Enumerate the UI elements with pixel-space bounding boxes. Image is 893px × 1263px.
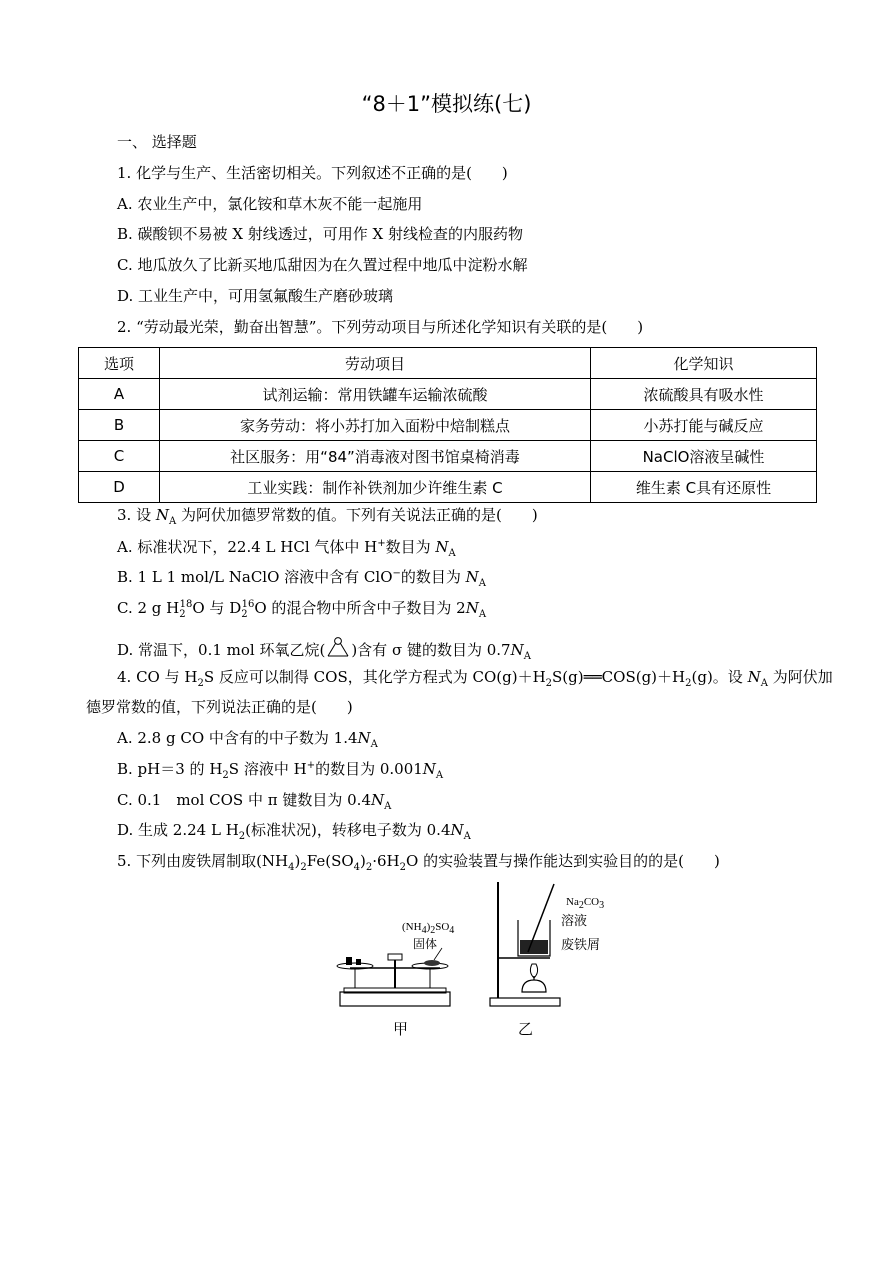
q4-stem-line2: 德罗常数的值，下列说法正确的是( )	[86, 698, 353, 716]
heating-beaker-apparatus-figure	[488, 880, 568, 1010]
q1-option-a: A. 农业生产中，氯化铵和草木灰不能一起施用	[117, 195, 423, 213]
q3-stem: 3. 设 $N_A$ 为阿伏加德罗常数的值。下列有关说法正确的是( )	[117, 506, 538, 527]
table-row	[79, 379, 817, 410]
cell-option: C	[79, 441, 160, 472]
balance-apparatus-figure	[330, 940, 460, 1010]
page-title: “8＋1”模拟练(七)	[361, 92, 532, 116]
ethylene-oxide-structure-icon	[325, 636, 351, 658]
q4-stem-line1: 4. CO 与 $H_2S$ 反应可以制得 COS，其化学方程式为 $CO(g)+H_2S(g)══COS(g)+H_2(g)$。设 $N_A$ 为阿伏加	[117, 668, 833, 689]
cell-knowledge: 维生素 C具有还原性	[591, 472, 817, 503]
table-header-row	[79, 348, 817, 379]
cell-labor: 社区服务：用“84”消毒液对图书馆桌椅消毒	[160, 441, 591, 472]
header-knowledge: 化学知识	[591, 348, 817, 379]
cell-option: A	[79, 379, 160, 410]
q1-option-b: B. 碳酸钡不易被 X 射线透过，可用作 X 射线检查的内服药物	[117, 225, 523, 243]
table-row	[79, 410, 817, 441]
q4-option-a: A. 2.8 g CO 中含有的中子数为 $1.4N_A$	[117, 729, 378, 750]
q5-stem: 5. 下列由废铁屑制取$(NH_4)_2Fe(SO_4)_2\cdot 6H_2O$ 的实验装置与操作能达到实验目的的是( )	[117, 852, 720, 873]
cell-labor: 工业实践：制作补铁剂加少许维生素 C	[160, 472, 591, 503]
header-labor: 劳动项目	[160, 348, 591, 379]
cell-labor: 试剂运输：常用铁罐车运输浓硫酸	[160, 379, 591, 410]
q3-option-c: C. 2 g $H_2^{18}O$ 与 $D_2^{16}O$ 的混合物中所含中子数目为 $2N_A$	[117, 599, 487, 620]
cell-option: D	[79, 472, 160, 503]
q4-option-c: C. 0.1 mol COS 中 π 键数目为 $0.4N_A$	[117, 791, 392, 812]
q4-option-d: D. 生成 2.24 L $H_2$(标准状况)，转移电子数为 $0.4N_A$	[117, 821, 471, 842]
header-option: 选项	[79, 348, 160, 379]
q1-stem: 1. 化学与生产、生活密切相关。下列叙述不正确的是( )	[117, 164, 508, 182]
iron-scrap-label: 废铁屑	[561, 938, 601, 953]
q2-table	[78, 347, 817, 503]
q2-stem: 2. “劳动最光荣，勤奋出智慧”。下列劳动项目与所述化学知识有关联的是( )	[117, 318, 644, 336]
figure-yi-label: 乙	[518, 1020, 534, 1038]
q3-option-d: D. 常温下，0.1 mol 环氧乙烷( )含有 σ 键的数目为 $0.7N_A$	[117, 636, 531, 660]
table-row	[79, 441, 817, 472]
section-heading: 一、 选择题	[117, 133, 197, 151]
solid-label: $(NH_4)_2SO_4$	[402, 921, 455, 937]
q3-option-a: A. 标准状况下，22.4 L HCl 气体中 H+数目为 $N_A$	[117, 538, 456, 559]
q1-option-c: C. 地瓜放久了比新买地瓜甜因为在久置过程中地瓜中淀粉水解	[117, 256, 528, 274]
solid-label-2: 固体	[413, 937, 438, 951]
na2co3-label: $Na_2CO_3$	[566, 896, 605, 912]
q3-option-b: B. 1 L 1 mol/L NaClO 溶液中含有 ClO−的数目为 $N_A$	[117, 568, 487, 589]
solution-label: 溶液	[561, 914, 588, 929]
q1-option-d: D. 工业生产中，可用氢氟酸生产磨砂玻璃	[117, 287, 394, 305]
figure-jia-label: 甲	[393, 1020, 409, 1038]
cell-labor: 家务劳动：将小苏打加入面粉中焙制糕点	[160, 410, 591, 441]
cell-knowledge: 浓硫酸具有吸水性	[591, 379, 817, 410]
cell-knowledge: 小苏打能与碱反应	[591, 410, 817, 441]
q4-option-b: B. pH＝3 的 $H_2S$ 溶液中 H+的数目为 $0.001N_A$	[117, 760, 444, 781]
cell-knowledge: NaClO溶液呈碱性	[591, 441, 817, 472]
cell-option: B	[79, 410, 160, 441]
table-row	[79, 472, 817, 503]
